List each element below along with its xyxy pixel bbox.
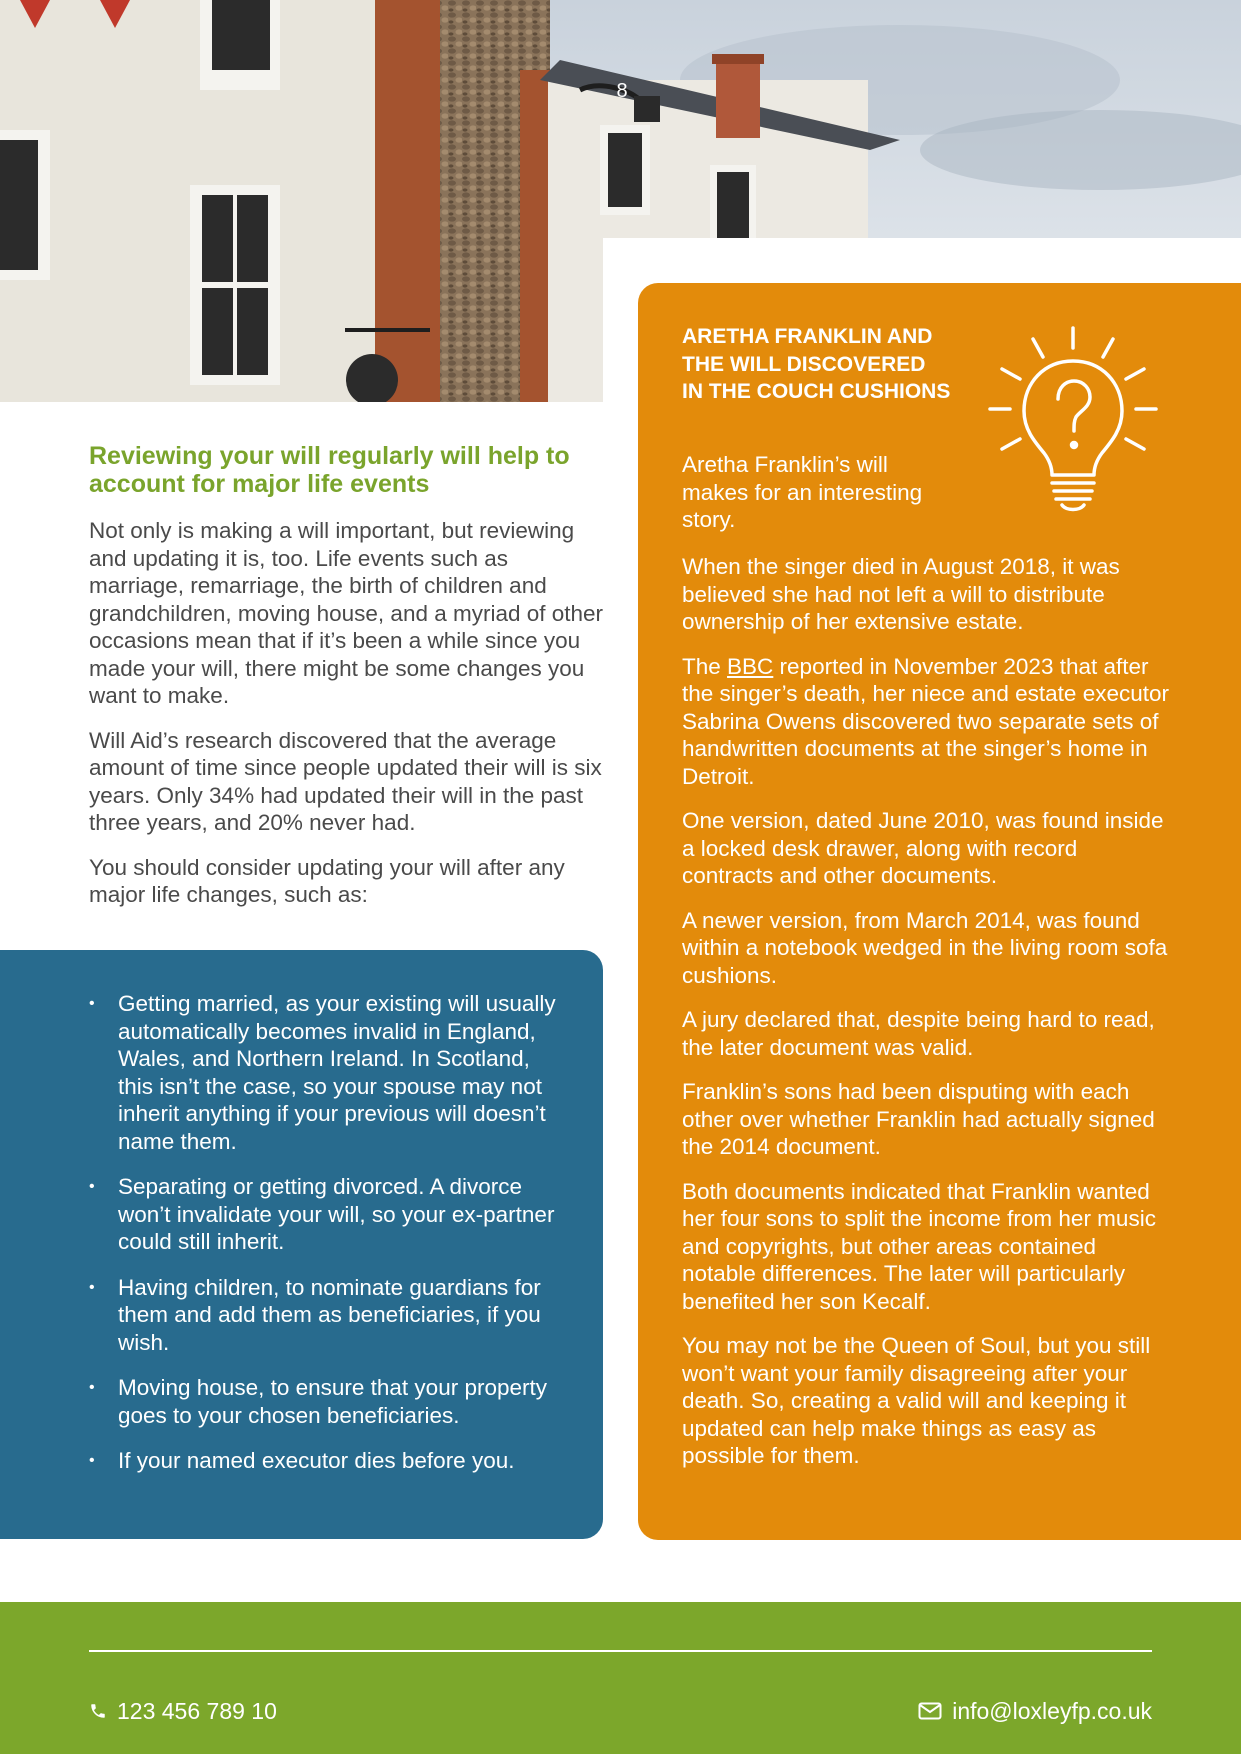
life-changes-list [89, 990, 559, 1493]
footer [0, 1602, 1241, 1754]
bbc-link[interactable]: BBC [727, 653, 774, 679]
sidebar-paragraph-bbc [682, 653, 1172, 791]
sidebar-body [682, 553, 1172, 1487]
sidebar-paragraph: A newer version, from March 2014, was found within a notebook wedged in the living room sofa cushions. [682, 907, 1168, 988]
sidebar-title: ARETHA FRANKLIN AND THE WILL DISCOVERED IN THE COUCH CUSHIONS [682, 325, 951, 403]
sidebar-intro: Aretha Franklin’s will makes for an interesting story. [682, 452, 923, 532]
section-heading: Reviewing your will regularly will help to account for major life events [89, 442, 570, 498]
intro-paragraph: Not only is making a will important, but reviewing and updating it is, too. Life events such as marriage, remarriage, the birth of children and grandchildren, moving house, and a myriad of other occasions mean that if it’s been a while since you made your will, there might be some changes you want to make. [89, 518, 604, 708]
footer-phone[interactable] [89, 1697, 277, 1725]
sidebar-paragraph: Franklin’s sons had been disputing with each other over whether Franklin had actually signed the 2014 document. [682, 1079, 1155, 1159]
phone-number: 123 456 789 10 [117, 1698, 277, 1724]
aretha-franklin-sidebar [638, 283, 1241, 1540]
footer-divider [89, 1650, 1152, 1652]
phone-icon [89, 1702, 107, 1720]
list-item: • If your named executor dies before you. [89, 1447, 559, 1475]
list-item: • Separating or getting divorced. A divorce won’t invalidate your will, so your ex-partner could still inherit. [89, 1173, 559, 1256]
bbc-prefix: The [682, 653, 728, 679]
life-changes-lead: You should consider updating your will after any major life changes, such as: [89, 854, 565, 907]
intro-text [89, 517, 609, 926]
sidebar-paragraph: Both documents indicated that Franklin wanted her four sons to split the income from her music and copyrights, but other areas contained notable differences. The later will particularly benefited her son Kecalf. [682, 1178, 1156, 1314]
envelope-icon [918, 1702, 942, 1720]
sidebar-paragraph: A jury declared that, despite being hard to read, the later document was valid. [682, 1007, 1155, 1060]
email-address: info@loxleyfp.co.uk [952, 1698, 1152, 1724]
page-number: 8 [616, 80, 628, 102]
sidebar-paragraph: One version, dated June 2010, was found inside a locked desk drawer, along with record contracts and other documents. [682, 808, 1164, 888]
footer-email[interactable] [918, 1697, 1152, 1725]
sidebar-paragraph: When the singer died in August 2018, it was believed she had not left a will to distribute ownership of her extensive estate. [682, 554, 1120, 634]
list-item: • Having children, to nominate guardians for them and add them as beneficiaries, if you wish. [89, 1274, 559, 1357]
bbc-suffix: reported in November 2023 that after the singer’s death, her niece and estate executor Sabrina Owens discovered two separate sets of handwritten documents at the singer’s home in Detroit. [682, 653, 1169, 789]
research-paragraph: Will Aid’s research discovered that the average amount of time since people updated their will is six years. Only 34% had updated their will in the past three years, and 20% never had. [89, 727, 602, 835]
lightbulb-question-icon [988, 323, 1158, 513]
sidebar-paragraph: You may not be the Queen of Soul, but you still won’t want your family disagreeing after your death. So, creating a valid will and keeping it updated can help make things as easy as possible for them. [682, 1333, 1151, 1468]
life-changes-box [0, 950, 603, 1539]
list-item: • Moving house, to ensure that your property goes to your chosen beneficiaries. [89, 1374, 559, 1429]
list-item: • Getting married, as your existing will usually automatically becomes invalid in England, Wales, and Northern Ireland. In Scotland, this isn’t the case, so your spouse may not inherit anything if your previous will doesn’t name them. [89, 990, 559, 1155]
